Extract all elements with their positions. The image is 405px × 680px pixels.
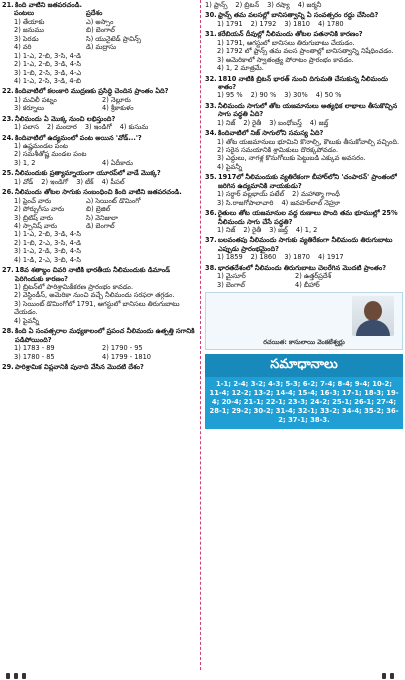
option <box>205 163 403 171</box>
author-photo <box>352 296 394 336</box>
match-item: సి) వెనిజులా <box>86 213 118 222</box>
question-21 <box>2 1 197 85</box>
match-row <box>2 18 197 26</box>
option-text: 1) వోడ్ <box>14 177 34 186</box>
option <box>2 77 197 85</box>
question-number: 27. <box>2 266 14 275</box>
match-row <box>2 214 197 222</box>
option-text: 3) జబ్త్ <box>269 225 288 234</box>
question-31 <box>205 30 403 72</box>
option-text: 3) అమెరికాలో స్వాతంత్ర్య పోరాటం ప్రారంభం కావడం. <box>217 55 354 64</box>
option-text: 3) సెయింట్ డొమింగోలో 1791, ఆగస్టులో బానిసలు తిరుగుబాటు చేయడం. <box>14 299 180 317</box>
option-row <box>205 226 403 234</box>
question-number: 21. <box>2 1 14 9</box>
option-text: 4) బీహార్ <box>295 280 320 289</box>
question-number: 28. <box>2 327 14 336</box>
option-row <box>2 123 197 131</box>
option-row <box>2 96 197 104</box>
option <box>205 64 403 72</box>
question-22 <box>2 87 197 112</box>
option-text: 4) ఏదీకాదు <box>102 158 133 167</box>
match-item: 4) వరి <box>14 43 32 52</box>
match-item: ఎ) సెయింట్ డొమింగో <box>86 196 141 205</box>
option-text: 1) 95 % <box>217 91 243 100</box>
option <box>2 283 197 291</box>
option <box>2 256 197 264</box>
match-item: బి) బెంగాల్ <box>86 26 115 35</box>
option <box>2 60 197 68</box>
question-36 <box>205 209 403 234</box>
option-text: 2) మహాత్మా గాంధీ <box>292 190 340 199</box>
question-stem: కింది వాటిని జతపరచండి. <box>15 1 82 9</box>
answers-box <box>205 354 403 429</box>
cut-mark <box>382 673 386 679</box>
match-item: 4) స్పానిష్ వారు <box>14 221 57 230</box>
question-29-options <box>205 1 403 9</box>
option <box>205 47 403 55</box>
option-text: 2) నెల్లూరు <box>102 95 131 104</box>
option-text: 2) 1860 <box>250 253 277 262</box>
question-number: 35. <box>205 173 217 182</box>
question-stem: కింది ఏ సంవత్సరాల మధ్యకాలంలో ప్రపంచ నీలిమందు ఉత్పత్తి సగానికి పడిపోయింది? <box>15 327 195 344</box>
question-number: 36. <box>205 209 217 218</box>
question-stem: నీలిమందు తోటల సాగుకు సంబంధించి కింది వాటిని జతపరచండి. <box>15 188 182 197</box>
match-item: సి) యునైటెడ్ ప్రావిన్స్ <box>86 34 142 43</box>
option-text: 4) జవహర్‌లాల్ నెహ్రూ <box>281 198 341 207</box>
answers-title: సమాధానాలు <box>205 354 403 377</box>
option-text: 3) రష్యా <box>267 1 290 9</box>
match-header-b: ప్రదేశం <box>86 9 103 18</box>
option <box>2 291 197 299</box>
option-text: 2) 1-బి, 2-ఎ, 3-సి, 4-డి <box>14 238 82 247</box>
option-row <box>205 199 403 207</box>
option-text: 4) పీపల్ <box>101 177 125 186</box>
option-row <box>205 272 403 280</box>
question-stem: 1917లో నీలిమందుకు వ్యతిరేకంగా బీహార్‌లోని 'చంపారన్' ప్రాంతంలో జరిగిన ఉద్యమానికి నాయకుడు? <box>218 173 397 190</box>
option <box>2 52 197 60</box>
option-text: 4) పైవన్నీ <box>14 316 40 325</box>
question-stem: కరేబియన్ దీవుల్లో నీలిమందు తోటల పతనానికి కారణం? <box>218 30 363 39</box>
question-stem: నీలిమందు ఏ మొక్క నుంచి లభిస్తుంది? <box>15 114 116 123</box>
option-row <box>205 20 403 28</box>
option <box>2 300 197 317</box>
option-row <box>205 253 403 261</box>
cut-mark <box>22 673 26 679</box>
question-27 <box>2 266 197 325</box>
match-row <box>2 26 197 34</box>
option-text: 1) నిజ్ <box>217 118 236 127</box>
question-35 <box>205 173 403 207</box>
option-text: 4) 1780 <box>317 19 344 28</box>
match-item: ఎ) అస్సాం <box>86 17 114 26</box>
option-text: 2) సరైన సమయానికి శ్రామికులు దొరక్కపోవడం. <box>217 146 339 154</box>
option-text: 3) ఇండిగో <box>84 123 112 132</box>
option-text: 1) 1-ఎ, 2-బి, 3-డి, 4-సి <box>14 230 82 239</box>
question-stem: భారతదేశంలో నీలిమందు తిరుగుబాటు చెలరేగిన మొదటి ప్రాంతం? <box>218 263 387 272</box>
match-row <box>2 197 197 205</box>
option-text: 3) బంధోబస్త్ <box>269 118 302 127</box>
question-25 <box>2 169 197 186</box>
question-number: 22. <box>2 87 14 96</box>
option-text: 1) మచిలీ పట్నం <box>14 95 57 104</box>
question-number: 25. <box>2 169 14 178</box>
match-header-a: పంటలు <box>14 9 35 18</box>
option-text: 4) పైవన్నీ <box>217 162 243 171</box>
option-text: 3) 1-ఎ, 2-డి, 3-బి, 4-సి <box>14 247 82 256</box>
question-38 <box>205 264 403 289</box>
option-text: 1) 1859 <box>217 253 243 262</box>
cut-mark <box>390 673 394 679</box>
left-column <box>2 1 197 669</box>
option <box>2 239 197 247</box>
option-row <box>205 119 403 127</box>
question-number: 29. <box>2 362 14 371</box>
option-text: 4) 50 % <box>315 91 342 100</box>
right-column <box>205 1 403 669</box>
author-box <box>205 292 403 350</box>
option <box>2 150 197 158</box>
match-row <box>2 43 197 51</box>
question-stem: నీలిమందు సాగులో తోట యజమానులు అత్యధిక లాభాలు తీసుకొచ్చిన సాగు పద్ధతి ఏది? <box>218 101 398 119</box>
option-text: 3) టీక్ <box>76 177 94 186</box>
question-30 <box>205 11 403 28</box>
option-text: 4) కుసుమ <box>119 123 149 132</box>
match-item: 1) తేయాకు <box>14 17 45 26</box>
question-number: 33. <box>205 101 217 110</box>
option <box>2 230 197 238</box>
option-text: 1) 1791 <box>217 19 243 28</box>
answers-text: 1-1; 2-4; 3-2; 4-3; 5-3; 6-2; 7-4; 8-4; 9-4; 10-2; 11-4; 12-2; 13-2; 14-4; 15-4; 16-3; 17-1; 18-3; 19-4; 20-4; 21-1; 22-1; 23-3; 24-2; 25-1; 26-1; 27-4; 28-1; 29-2; 30-2; 31-4; 32-1; 33-2; 34-4; 35-2; 36-2; 37-1; 38-3. <box>209 379 399 425</box>
option-row <box>2 344 197 352</box>
option-text: 3) ఎద్దులు, నాగళ్ల కొనుగోలుకు పెట్టుబడి ఎక్కువ అవసరం. <box>217 154 366 163</box>
match-item: 3) పెరడు <box>14 34 39 43</box>
match-row <box>2 222 197 230</box>
question-23 <box>2 115 197 132</box>
option-row <box>205 91 403 99</box>
option-text: 2) రైతీ <box>243 118 262 127</box>
option-row <box>2 159 197 167</box>
question-37 <box>205 236 403 261</box>
question-stem: 18వ శతాబ్దం చివరి నాటికి భారతీయ నీలిమందుకు డిమాండ్ పెరిగిందుకు కారణం? <box>15 266 170 283</box>
option-text: 3) కర్నూలు <box>14 104 44 113</box>
option-text: 4) 1799 - 1810 <box>102 352 151 361</box>
question-28 <box>2 327 197 361</box>
option-text: 1) తోట యజమానులు భూమిని కొనాల్సి, కౌలుకు తీసుకోవాల్సి వచ్చింది. <box>217 137 400 146</box>
question-stem: పారిశ్రామిక విప్లవానికి పునాది వేసిన మొదటి దేశం? <box>15 362 144 371</box>
option-text: 3) బెంగాల్ <box>217 280 245 289</box>
question-number: 34. <box>205 129 217 138</box>
option-text: 4) 1917 <box>317 253 344 262</box>
match-row <box>2 205 197 213</box>
question-number: 31. <box>205 30 217 39</box>
option-text: 1) సర్దార్ వల్లభాయ్ పటేల్ <box>217 190 285 199</box>
option-text: 3) 1810 <box>284 19 310 28</box>
option-text: 4) 1, 2 మాత్రమే. <box>217 64 264 73</box>
option-text: 3) 30% <box>284 91 308 100</box>
option <box>205 56 403 64</box>
option <box>205 138 403 146</box>
question-stem: బలవంతపు నీలిమందు సాగుకు వ్యతిరేకంగా నీలిమందు తిరుగుబాటు ఎప్పుడు ప్రారంభమైంది? <box>218 236 393 253</box>
question-32 <box>205 75 403 100</box>
question-26 <box>2 188 197 264</box>
option-row <box>2 353 197 361</box>
question-29 <box>2 363 197 371</box>
option-text: 1) బ్రిటన్‌లో పారిశ్రామికీకరణ ప్రారంభం కావడం. <box>14 283 134 291</box>
option-text: 4) 1-డి, 2-ఎ, 3-బి, 4-సి <box>14 255 82 264</box>
option-row <box>205 1 403 9</box>
option-text: 1) ఉష్ణమండల పంట <box>14 142 68 150</box>
option-text: 2) సమశీతోష్ణ మండల పంట <box>14 150 87 159</box>
match-item: 1) ఫ్రెంచ్ వారు <box>14 196 52 205</box>
option-text: 4) 1-ఎ, 2-సి, 3-డి, 4-బి <box>14 76 82 85</box>
option <box>2 317 197 325</box>
question-stem: కిందివాటిలో కలంకారి ముద్రణకు ప్రసిద్ధి చెందిన ప్రాంతం ఏది? <box>15 87 169 96</box>
bottom-strip <box>0 671 405 680</box>
author-photo-shoulders <box>356 320 390 336</box>
option <box>205 154 403 162</box>
option-text: 1) 1-ఎ, 2-బి, 3-సి, 4-డి <box>14 51 82 60</box>
question-stem: కిందివాటిలో నిజ్ సాగులోని సమస్య ఏది? <box>218 129 324 138</box>
option-row <box>205 281 403 289</box>
question-number: 37. <box>205 236 217 245</box>
option <box>205 146 403 154</box>
option-text: 3) 1870 <box>284 253 310 262</box>
match-item: 2) జనుము <box>14 26 44 35</box>
option <box>2 69 197 77</box>
option-text: 1) మైసూర్ <box>217 272 246 281</box>
match-header <box>2 9 197 17</box>
option-text: 1) పలాస <box>14 123 39 132</box>
option-text: 2) ఉత్తర్‌ప్రదేశ్ <box>295 272 332 281</box>
option-text: 4) 1, 2 <box>295 225 318 234</box>
option <box>2 142 197 150</box>
option-text: 1) ఫ్రాన్స్ <box>205 1 228 9</box>
option-text: 2) రైతీ <box>243 225 262 234</box>
option-text: 2) వెస్టిండీస్, అమెరికా నుంచి వచ్చే నీలిమందు సరఫరా తగ్గడం. <box>14 291 175 300</box>
match-item: 3) బ్రిటిష్ వారు <box>14 213 53 222</box>
match-item: 2) పోర్చుగీసు వారు <box>14 205 65 214</box>
question-stem: ఫ్రాన్స్ తమ వలసల్లో బానిసత్వాన్ని ఏ సంవత్సరం రద్దు చేసింది? <box>218 11 379 20</box>
match-item: బి) బ్రెజిల్ <box>86 205 111 214</box>
option-text: 1) 1791, ఆగస్టులో బానిసలు తిరుగుబాటు చేయడం. <box>217 38 355 47</box>
option-text: 4) జర్మనీ <box>297 1 322 9</box>
question-number: 24. <box>2 133 14 142</box>
question-stem: 1810 నాటికి బ్రిటన్ భారత్ నుంచి దిగుమతి చేసుకున్న నీలిమందు శాతం? <box>218 74 388 91</box>
question-number: 38. <box>205 263 217 272</box>
option <box>205 39 403 47</box>
option-text: 3) 1-బి, 2-సి, 3-డి, 4-ఎ <box>14 68 82 77</box>
option-row <box>205 190 403 198</box>
match-item: డి) మద్రాసు <box>86 43 117 52</box>
question-34 <box>205 129 403 171</box>
option <box>2 247 197 255</box>
option-text: 3) 1780 - 85 <box>14 352 55 361</box>
option-row <box>2 178 197 186</box>
question-stem: నీలిమందుకు ప్రత్యామ్నాయంగా యూరప్‌లో వాడే మొక్క? <box>15 169 161 178</box>
option-text: 2) 1-ఎ, 2-బి, 3-డి, 4-సి <box>14 60 82 69</box>
option-text: 4) జబ్త్ <box>309 118 329 127</box>
option-text: 1) నిజ్ <box>217 225 236 234</box>
question-stem: రైతులు తోట యజమానుల వద్ద రుణాలు పొంది తమ భూముల్లో 25% నీలిమందు సాగు చేసే పద్ధతి? <box>218 209 398 226</box>
column-divider <box>200 0 201 680</box>
author-photo-head <box>364 301 382 321</box>
question-24 <box>2 134 197 168</box>
option-text: 2) మందార <box>46 123 77 132</box>
option-text: 1) 1783 - 89 <box>14 344 55 353</box>
option-text: 4) శ్రీకాకుళం <box>102 104 134 113</box>
option-row <box>2 104 197 112</box>
option-text: 2) 1792 <box>250 19 277 28</box>
question-33 <box>205 102 403 127</box>
author-credit: రచయిత: కాసులాయి వెంకటేశ్వర్లు <box>263 339 345 347</box>
question-number: 30. <box>205 11 217 20</box>
option-text: 2) 1790 - 95 <box>102 344 143 353</box>
question-stem: కిందివాటిలో ఉద్యమంలో పంట అయిన 'వోడ్...'? <box>15 133 142 142</box>
option-text: 3) సి.రాజగోపాలాచారి <box>217 198 274 207</box>
cut-mark <box>6 673 10 679</box>
option-text: 2) 1792 లో ఫ్రాన్స్ తమ వలస ప్రాంతాల్లో బానిసత్వాన్ని నిషేధించడం. <box>217 47 394 56</box>
match-row <box>2 35 197 43</box>
question-number: 32. <box>205 74 217 83</box>
question-number: 26. <box>2 188 14 197</box>
option-text: 2) ఇండిగో <box>41 177 69 186</box>
match-item: డి) బెంగాల్ <box>86 221 115 230</box>
question-number: 23. <box>2 114 14 123</box>
option-text: 2) బ్రిటన్ <box>235 1 260 9</box>
option-text: 3) 1, 2 <box>14 158 36 167</box>
option-text: 2) 90 % <box>250 91 277 100</box>
cut-mark <box>14 673 18 679</box>
